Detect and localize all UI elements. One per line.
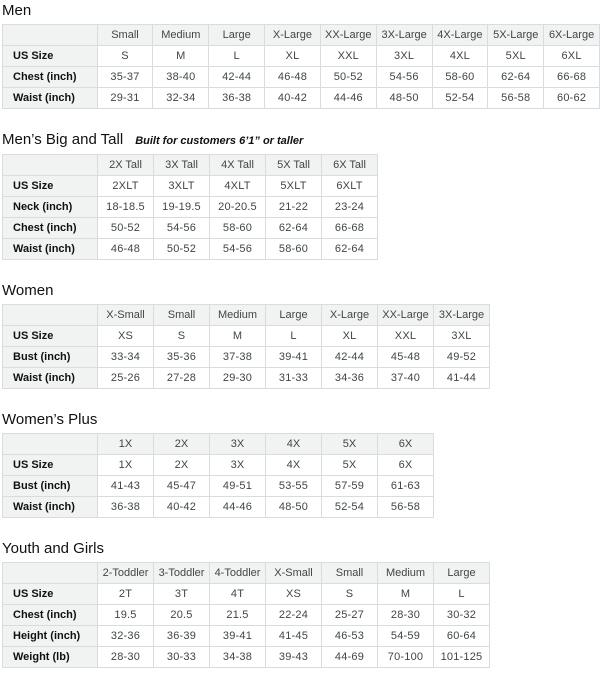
data-cell: L (266, 326, 322, 347)
data-cell: 29-30 (210, 368, 266, 389)
data-cell: 27-28 (154, 368, 210, 389)
data-cell: 25-26 (98, 368, 154, 389)
column-header: 5X-Large (488, 25, 544, 46)
data-cell: 70-100 (378, 647, 434, 668)
data-cell: 34-38 (210, 647, 266, 668)
data-cell: 50-52 (320, 67, 376, 88)
data-cell: 45-47 (154, 476, 210, 497)
data-cell: 3T (154, 584, 210, 605)
data-cell: 49-51 (210, 476, 266, 497)
row-label: Height (inch) (3, 626, 98, 647)
data-cell: XS (98, 326, 154, 347)
table-row (3, 176, 378, 197)
data-cell: 54-59 (378, 626, 434, 647)
table-row (3, 88, 600, 109)
section-title: Youth and Girls (2, 540, 105, 557)
data-cell: 29-31 (97, 88, 153, 109)
data-cell: 4XLT (210, 176, 266, 197)
data-cell: 53-55 (266, 476, 322, 497)
column-header: XX-Large (378, 305, 434, 326)
data-cell: M (378, 584, 434, 605)
data-cell: XS (266, 584, 322, 605)
column-header: 6X (378, 434, 434, 455)
data-cell: 33-34 (98, 347, 154, 368)
section-women (2, 282, 600, 389)
table-row (3, 476, 434, 497)
column-header: 1X (98, 434, 154, 455)
data-cell: 66-68 (544, 67, 600, 88)
section-header-mens-big-and-tall (2, 131, 600, 150)
table-header-row (3, 155, 378, 176)
size-table-youth-and-girls (2, 562, 490, 668)
column-header: 4X Tall (210, 155, 266, 176)
table-row (3, 605, 490, 626)
table-row (3, 455, 434, 476)
row-label: Waist (inch) (3, 88, 98, 109)
data-cell: 39-41 (266, 347, 322, 368)
data-cell: 19.5 (98, 605, 154, 626)
data-cell: 54-56 (210, 239, 266, 260)
column-header: Large (266, 305, 322, 326)
data-cell: 20-20.5 (210, 197, 266, 218)
data-cell: XL (265, 46, 321, 67)
data-cell: 3XL (376, 46, 432, 67)
data-cell: 4T (210, 584, 266, 605)
column-header: 5X Tall (266, 155, 322, 176)
size-chart-page (2, 2, 600, 668)
data-cell: 41-45 (266, 626, 322, 647)
column-header: 6X-Large (544, 25, 600, 46)
column-header: 2X Tall (98, 155, 154, 176)
data-cell: 50-52 (98, 218, 154, 239)
data-cell: 39-41 (210, 626, 266, 647)
corner-cell (3, 305, 98, 326)
row-label: Bust (inch) (3, 347, 98, 368)
corner-cell (3, 434, 98, 455)
data-cell: 3X (210, 455, 266, 476)
data-cell: 30-32 (434, 605, 490, 626)
data-cell: 62-64 (488, 67, 544, 88)
table-row (3, 497, 434, 518)
table-row (3, 584, 490, 605)
data-cell: 52-54 (432, 88, 488, 109)
data-cell: 42-44 (322, 347, 378, 368)
data-cell: S (154, 326, 210, 347)
column-header: Small (97, 25, 153, 46)
data-cell: L (434, 584, 490, 605)
row-label: US Size (3, 455, 98, 476)
data-cell: 18-18.5 (98, 197, 154, 218)
row-label: Chest (inch) (3, 218, 98, 239)
data-cell: 62-64 (266, 218, 322, 239)
data-cell: 21.5 (210, 605, 266, 626)
data-cell: 62-64 (322, 239, 378, 260)
data-cell: 37-38 (210, 347, 266, 368)
data-cell: L (209, 46, 265, 67)
data-cell: XL (322, 326, 378, 347)
data-cell: 5XLT (266, 176, 322, 197)
data-cell: 101-125 (434, 647, 490, 668)
data-cell: 44-46 (320, 88, 376, 109)
table-row (3, 347, 490, 368)
data-cell: 4X (266, 455, 322, 476)
column-header: 3X-Large (376, 25, 432, 46)
data-cell: 6X (378, 455, 434, 476)
data-cell: 2XLT (98, 176, 154, 197)
column-header: XX-Large (320, 25, 376, 46)
data-cell: 25-27 (322, 605, 378, 626)
column-header: Small (322, 563, 378, 584)
data-cell: 48-50 (266, 497, 322, 518)
row-label: US Size (3, 326, 98, 347)
size-table-women (2, 304, 490, 389)
data-cell: 60-64 (434, 626, 490, 647)
data-cell: 21-22 (266, 197, 322, 218)
table-header-row (3, 563, 490, 584)
table-row (3, 218, 378, 239)
data-cell: 6XLT (322, 176, 378, 197)
data-cell: 32-36 (98, 626, 154, 647)
data-cell: 22-24 (266, 605, 322, 626)
section-header-womens-plus (2, 411, 600, 429)
data-cell: 28-30 (378, 605, 434, 626)
data-cell: 5XL (488, 46, 544, 67)
data-cell: 54-56 (154, 218, 210, 239)
row-label: US Size (3, 584, 98, 605)
section-men (2, 2, 600, 109)
corner-cell (3, 155, 98, 176)
data-cell: 44-46 (210, 497, 266, 518)
data-cell: 41-44 (434, 368, 490, 389)
data-cell: 37-40 (378, 368, 434, 389)
data-cell: 46-48 (98, 239, 154, 260)
data-cell: 56-58 (378, 497, 434, 518)
section-mens-big-and-tall (2, 131, 600, 260)
row-label: Chest (inch) (3, 605, 98, 626)
section-title: Women’s Plus (2, 411, 98, 428)
data-cell: 1X (98, 455, 154, 476)
data-cell: 40-42 (265, 88, 321, 109)
column-header: 5X (322, 434, 378, 455)
data-cell: 35-36 (154, 347, 210, 368)
data-cell: 58-60 (210, 218, 266, 239)
data-cell: S (97, 46, 153, 67)
table-row (3, 626, 490, 647)
data-cell: M (210, 326, 266, 347)
column-header: 4X (266, 434, 322, 455)
column-header: 2-Toddler (98, 563, 154, 584)
data-cell: 3XL (434, 326, 490, 347)
data-cell: 32-34 (153, 88, 209, 109)
data-cell: 54-56 (376, 67, 432, 88)
data-cell: 49-52 (434, 347, 490, 368)
column-header: Large (434, 563, 490, 584)
data-cell: 39-43 (266, 647, 322, 668)
data-cell: 36-38 (209, 88, 265, 109)
column-header: X-Small (266, 563, 322, 584)
column-header: 3-Toddler (154, 563, 210, 584)
column-header: Medium (378, 563, 434, 584)
column-header: 3X (210, 434, 266, 455)
section-subtitle: Built for customers 6’1” or taller (135, 135, 304, 147)
data-cell: XXL (378, 326, 434, 347)
section-womens-plus (2, 411, 600, 518)
data-cell: 60-62 (544, 88, 600, 109)
section-header-women (2, 282, 600, 300)
data-cell: M (153, 46, 209, 67)
data-cell: XXL (320, 46, 376, 67)
section-header-youth-and-girls (2, 540, 600, 558)
section-youth-and-girls (2, 540, 600, 668)
table-row (3, 326, 490, 347)
size-table-men (2, 24, 600, 109)
data-cell: 2T (98, 584, 154, 605)
data-cell: 19-19.5 (154, 197, 210, 218)
column-header: Medium (153, 25, 209, 46)
column-header: Medium (210, 305, 266, 326)
corner-cell (3, 25, 98, 46)
data-cell: 20.5 (154, 605, 210, 626)
row-label: Neck (inch) (3, 197, 98, 218)
data-cell: 58-60 (266, 239, 322, 260)
data-cell: 34-36 (322, 368, 378, 389)
data-cell: 5X (322, 455, 378, 476)
data-cell: 31-33 (266, 368, 322, 389)
data-cell: 28-30 (98, 647, 154, 668)
data-cell: 45-48 (378, 347, 434, 368)
size-table-womens-plus (2, 433, 434, 518)
data-cell: 30-33 (154, 647, 210, 668)
row-label: Bust (inch) (3, 476, 98, 497)
data-cell: 48-50 (376, 88, 432, 109)
column-header: Small (154, 305, 210, 326)
table-row (3, 239, 378, 260)
table-row (3, 368, 490, 389)
data-cell: 58-60 (432, 67, 488, 88)
section-header-men (2, 2, 600, 20)
data-cell: 50-52 (154, 239, 210, 260)
data-cell: 6XL (544, 46, 600, 67)
column-header: 4-Toddler (210, 563, 266, 584)
data-cell: 40-42 (154, 497, 210, 518)
column-header: 3X Tall (154, 155, 210, 176)
row-label: US Size (3, 176, 98, 197)
data-cell: 38-40 (153, 67, 209, 88)
section-title: Men (2, 2, 32, 19)
table-header-row (3, 305, 490, 326)
table-header-row (3, 434, 434, 455)
data-cell: 52-54 (322, 497, 378, 518)
data-cell: 61-63 (378, 476, 434, 497)
size-chart-sections (2, 2, 600, 668)
section-title: Women (2, 282, 54, 299)
data-cell: 35-37 (97, 67, 153, 88)
row-label: US Size (3, 46, 98, 67)
data-cell: 41-43 (98, 476, 154, 497)
data-cell: 56-58 (488, 88, 544, 109)
row-label: Weight (lb) (3, 647, 98, 668)
column-header: X-Large (265, 25, 321, 46)
data-cell: 23-24 (322, 197, 378, 218)
table-row (3, 46, 600, 67)
section-title: Men’s Big and Tall (2, 131, 124, 148)
table-row (3, 67, 600, 88)
data-cell: 36-38 (98, 497, 154, 518)
column-header: X-Large (322, 305, 378, 326)
data-cell: 44-69 (322, 647, 378, 668)
column-header: 6X Tall (322, 155, 378, 176)
table-row (3, 647, 490, 668)
table-header-row (3, 25, 600, 46)
data-cell: 2X (154, 455, 210, 476)
column-header: 2X (154, 434, 210, 455)
data-cell: 36-39 (154, 626, 210, 647)
table-row (3, 197, 378, 218)
row-label: Waist (inch) (3, 497, 98, 518)
data-cell: 46-53 (322, 626, 378, 647)
column-header: 3X-Large (434, 305, 490, 326)
data-cell: 46-48 (265, 67, 321, 88)
corner-cell (3, 563, 98, 584)
size-table-mens-big-and-tall (2, 154, 378, 260)
data-cell: 42-44 (209, 67, 265, 88)
row-label: Waist (inch) (3, 239, 98, 260)
data-cell: 66-68 (322, 218, 378, 239)
column-header: X-Small (98, 305, 154, 326)
data-cell: 3XLT (154, 176, 210, 197)
column-header: Large (209, 25, 265, 46)
data-cell: 4XL (432, 46, 488, 67)
data-cell: S (322, 584, 378, 605)
row-label: Waist (inch) (3, 368, 98, 389)
column-header: 4X-Large (432, 25, 488, 46)
row-label: Chest (inch) (3, 67, 98, 88)
data-cell: 57-59 (322, 476, 378, 497)
